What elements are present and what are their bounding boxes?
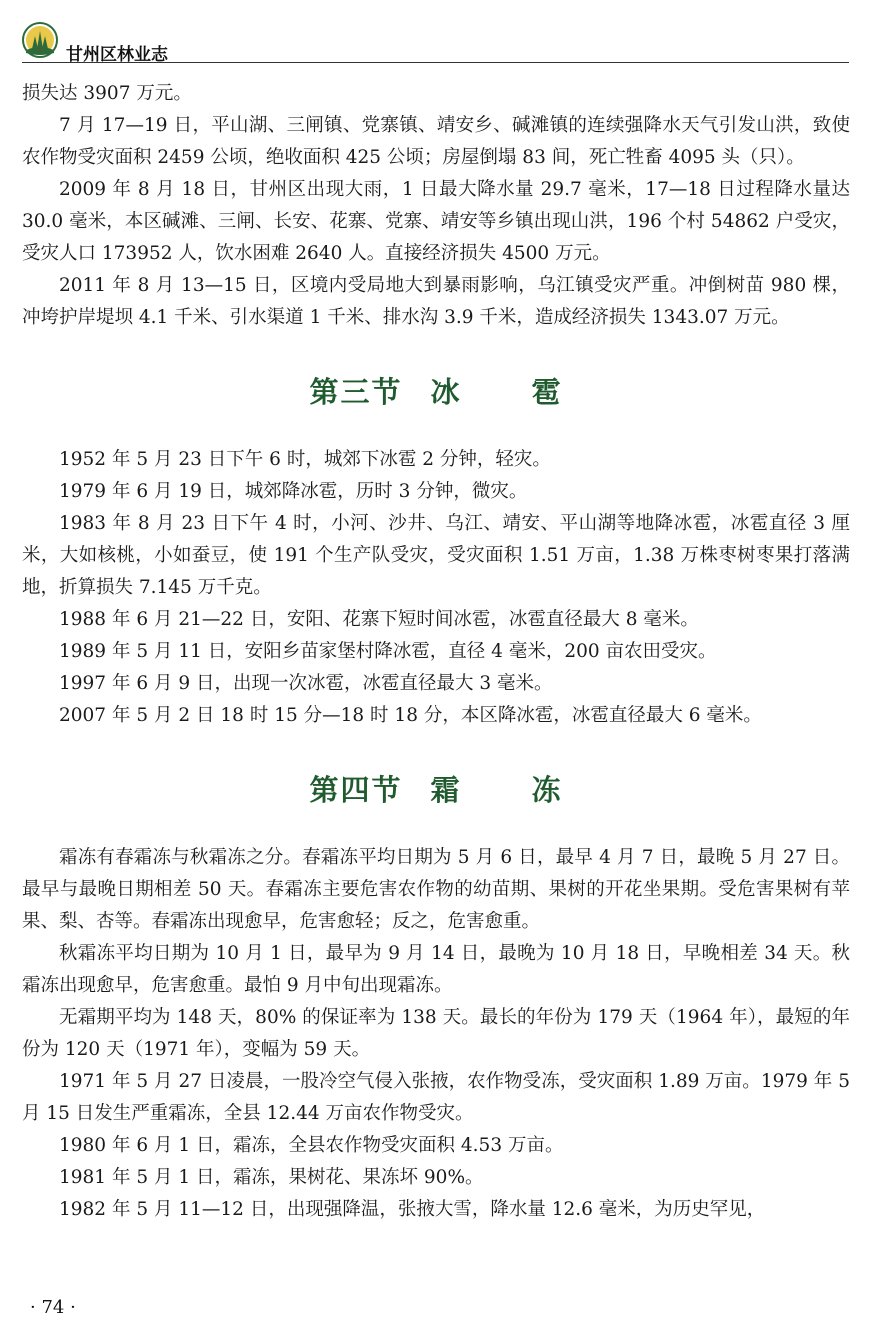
- section-number: 第三节: [309, 375, 403, 409]
- section-title-char: 冰: [430, 375, 462, 409]
- paragraph: 1989 年 5 月 11 日，安阳乡苗家堡村降冰雹，直径 4 毫米，200 亩农田受灾。: [59, 641, 717, 662]
- paragraph: 霜冻有春霜冻与秋霜冻之分。春霜冻平均日期为 5 月 6 日，最早 4 月 7 日，最晚 5 月 27 日。最早与最晚日期相差 50 天。春霜冻主要危害农作物的幼苗期、果树的开花坐果期。受危害果树有苹果、梨、杏等。春霜冻出现愈早，危害愈轻；反之，危害愈重。: [22, 847, 850, 932]
- section-heading-frost: [22, 732, 850, 842]
- page-header: [22, 22, 849, 63]
- paragraph: 1997 年 6 月 9 日，出现一次冰雹，冰雹直径最大 3 毫米。: [59, 673, 553, 694]
- paragraph: 1952 年 5 月 23 日下午 6 时，城郊下冰雹 2 分钟，轻灾。: [59, 449, 551, 470]
- section-title-char: 冻: [531, 773, 563, 807]
- paragraph: 1988 年 6 月 21—22 日，安阳、花寨下短时间冰雹，冰雹直径最大 8 毫米。: [59, 609, 699, 630]
- page-number: · 74 ·: [30, 1297, 76, 1318]
- paragraph: 1979 年 6 月 19 日，城郊降冰雹，历时 3 分钟，微灾。: [59, 481, 528, 502]
- paragraph: 1982 年 5 月 11—12 日，出现强降温，张掖大雪，降水量 12.6 毫米，为历史罕见，: [59, 1199, 766, 1220]
- page-body: [22, 78, 850, 1226]
- section-title-char: 霜: [430, 773, 462, 807]
- paragraph: 秋霜冻平均日期为 10 月 1 日，最早为 9 月 14 日，最晚为 10 月 18 日，早晚相差 34 天。秋霜冻出现愈早，危害愈重。最怕 9 月中旬出现霜冻。: [22, 943, 850, 996]
- section-heading-hail: [22, 334, 850, 444]
- paragraph: 1981 年 5 月 1 日，霜冻，果树花、果冻坏 90%。: [59, 1167, 484, 1188]
- section-number: 第四节: [309, 773, 403, 807]
- paragraph: 1983 年 8 月 23 日下午 4 时，小河、沙井、乌江、靖安、平山湖等地降冰雹，冰雹直径 3 厘米，大如核桃，小如蚕豆，使 191 个生产队受灾，受灾面积 1.51 万亩，1.38 万株枣树枣果打落满地，折算损失 7.145 万千克。: [22, 513, 850, 598]
- paragraph: 2007 年 5 月 2 日 18 时 15 分—18 时 18 分，本区降冰雹，冰雹直径最大 6 毫米。: [59, 705, 762, 726]
- section-title-char: 雹: [531, 375, 563, 409]
- paragraph: 2011 年 8 月 13—15 日，区境内受局地大到暴雨影响，乌江镇受灾严重。冲倒树苗 980 棵，冲垮护岸堤坝 4.1 千米、引水渠道 1 千米、排水沟 3.9 千米，造成经济损失 1343.07 万元。: [22, 275, 850, 328]
- forest-trees-logo-icon: [22, 22, 58, 58]
- paragraph: 1980 年 6 月 1 日，霜冻，全县农作物受灾面积 4.53 万亩。: [59, 1135, 564, 1156]
- paragraph: 1971 年 5 月 27 日凌晨，一股冷空气侵入张掖，农作物受冻，受灾面积 1.89 万亩。1979 年 5 月 15 日发生严重霜冻，全县 12.44 万亩农作物受灾。: [22, 1071, 850, 1124]
- paragraph: 7 月 17—19 日，平山湖、三闸镇、党寨镇、靖安乡、碱滩镇的连续强降水天气引发山洪，致使农作物受灾面积 2459 公顷，绝收面积 425 公顷；房屋倒塌 83 间，死亡牲畜 4095 头（只）。: [22, 115, 850, 168]
- paragraph: 损失达 3907 万元。: [22, 83, 192, 104]
- book-title: 甘州区林业志: [66, 45, 168, 65]
- paragraph: 2009 年 8 月 18 日，甘州区出现大雨，1 日最大降水量 29.7 毫米，17—18 日过程降水量达 30.0 毫米，本区碱滩、三闸、长安、花寨、党寨、靖安等乡镇出现山洪，196 个村 54862 户受灾，受灾人口 173952 人，饮水困难 2640 人。直接经济损失 4500 万元。: [22, 179, 850, 264]
- paragraph: 无霜期平均为 148 天，80% 的保证率为 138 天。最长的年份为 179 天（1964 年），最短的年份为 120 天（1971 年），变幅为 59 天。: [22, 1007, 850, 1060]
